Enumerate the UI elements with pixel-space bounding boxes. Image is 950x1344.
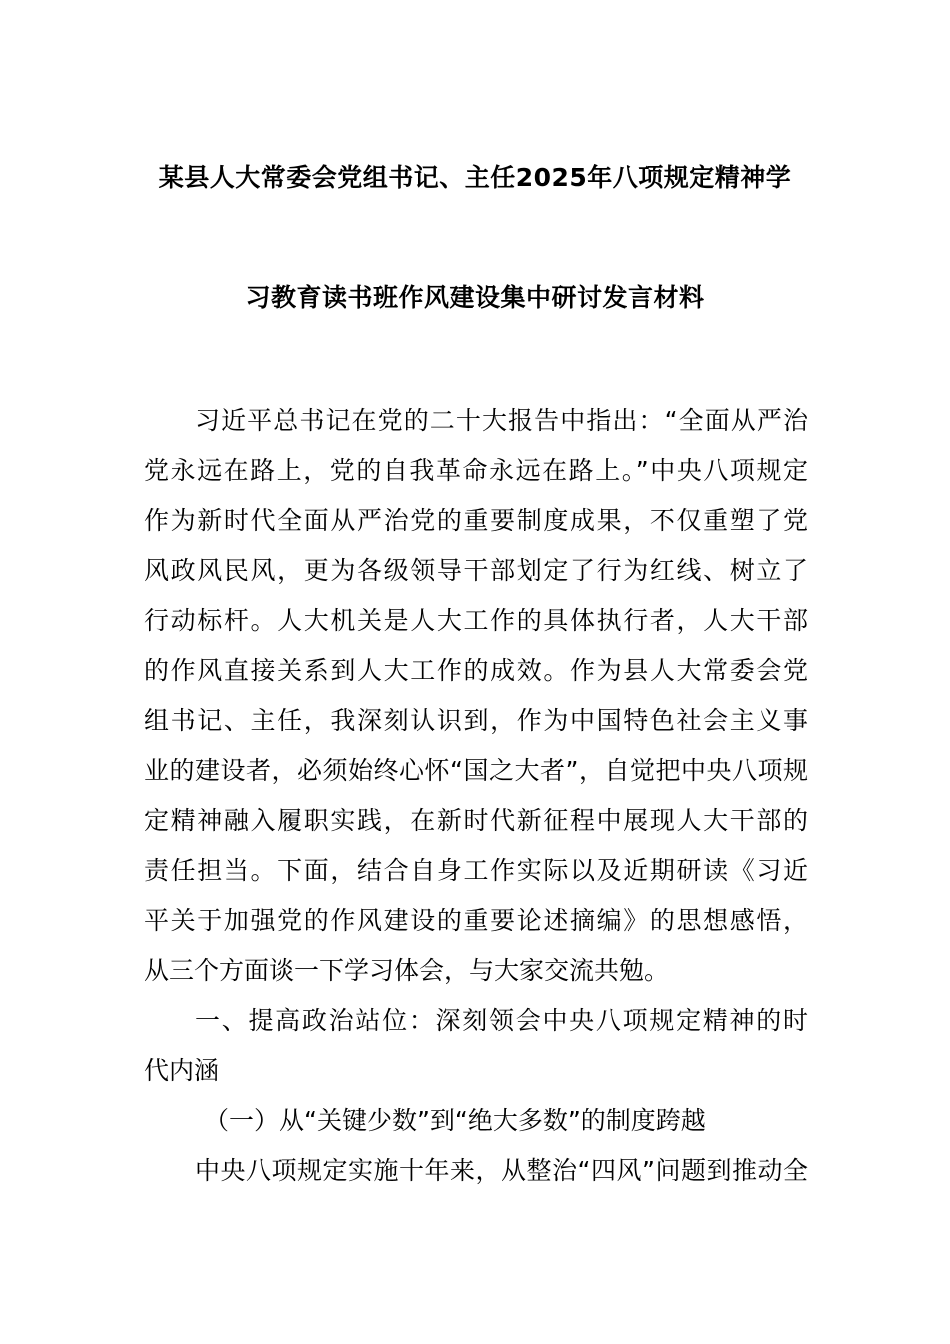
text-line: 习近平总书记在党的二十大报告中指出：“全面从严治 [195,406,808,435]
text-line: 平关于加强党的作风建设的重要论述摘编》的思想感悟， [144,906,808,935]
paragraph-intro [144,396,808,996]
text-line: 党永远在路上，党的自我革命永远在路上。”中央八项规定 [144,456,808,485]
document-title-line-1: 某县人大常委会党组书记、主任2025年八项规定精神学 [158,163,792,192]
text-line: 中央八项规定实施十年来，从整治“四风”问题到推动全 [195,1156,808,1185]
text-line: 风政风民风，更为各级领导干部划定了行为红线、树立了 [144,556,808,585]
document-body [144,396,808,1196]
document-title-line-2: 习教育读书班作风建设集中研讨发言材料 [245,283,705,312]
section-heading-1 [144,996,808,1096]
text-line: 的作风直接关系到人大工作的成效。作为县人大常委会党 [144,656,808,685]
text-line: （一）从“关键少数”到“绝大多数”的制度跨越 [204,1106,706,1135]
subsection-heading-1 [144,1096,808,1146]
paragraph-section-1 [144,1146,808,1196]
text-line: 业的建设者，必须始终心怀“国之大者”，自觉把中央八项规 [144,756,808,785]
text-line: 行动标杆。人大机关是人大工作的具体执行者，人大干部 [144,606,808,635]
text-line: 组书记、主任，我深刻认识到，作为中国特色社会主义事 [144,706,808,735]
text-line: 定精神融入履职实践，在新时代新征程中展现人大干部的 [144,806,808,835]
text-line: 作为新时代全面从严治党的重要制度成果，不仅重塑了党 [144,506,808,535]
text-line: 责任担当。下面，结合自身工作实际以及近期研读《习近 [144,856,808,885]
text-line: 一、提高政治站位：深刻领会中央八项规定精神的时 [195,1006,808,1035]
text-line: 代内涵 [144,1056,220,1085]
text-line: 从三个方面谈一下学习体会，与大家交流共勉。 [144,956,670,985]
